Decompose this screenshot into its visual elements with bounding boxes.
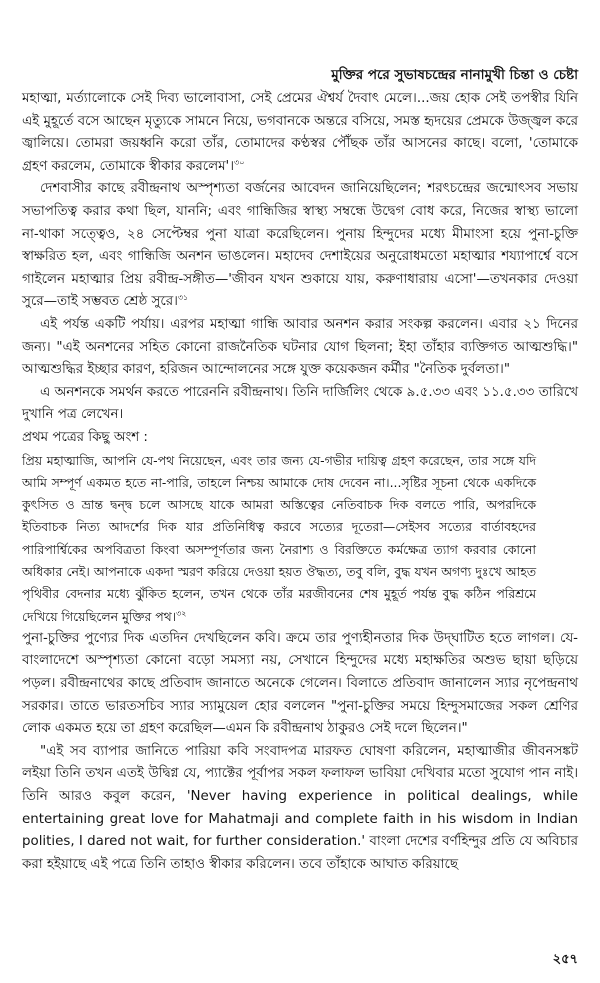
letter-subheading: প্রথম পত্রের কিছু অংশ : <box>22 429 148 445</box>
footnote-marker-30: ৩০ <box>234 157 245 167</box>
paragraph-3: এই পর্যন্ত একটি পর্যায়। এরপর মহাত্মা গান্ধি আবার অনশন করার সংকল্প করলেন। এবার ২১ দিনের জন্য। "এই অনশনের সহিত কোনো রাজনৈতিক ঘটনার যোগ ছিলনা; ইহা তাঁহার ব্যক্তিগত আত্মশুদ্ধি।" আত্মশুদ্ধির ইচ্ছার কারণ, হরিজন আন্দোলনের সঙ্গে যুক্ত কয়েকজন কর্মীর "নৈতিক দুর্বলতা।" <box>22 316 578 378</box>
paragraph-6: "এই সব ব্যাপার জানিতে পারিয়া কবি সংবাদপত্র মারফত ঘোষণা করিলেন, মহাত্মাজীর জীবনসঙ্কট লইয়া তিনি তখন এতই উদ্বিগ্ন যে, প্যাক্টের পূর্বাপর সকল ফলাফল ভাবিয়া দেখিবার মতো সুযোগ পান নাই। তিনি আরও কবুল করেন, 'Never having experience in political dealings, while entertaining great love for Mahatmaji and complete faith in his wisdom in Indian polities, I dared not wait, for further consideration.' বাংলা দেশের বর্ণহিন্দুর প্রতি যে অবিচার করা হইয়াছে এই পত্রে তিনি তাহাও স্বীকার করিলেন। তবে তাঁহাকে আঘাত করিয়াছে <box>22 743 579 872</box>
paragraph-4: এ অনশনকে সমর্থন করতে পারেননি রবীন্দ্রনাথ। তিনি দার্জিলিং থেকে ৯.৫.৩৩ এবং ১১.৫.৩৩ তারিখে দুখানি পত্র লেখেন। <box>22 384 578 423</box>
paragraph-1-text: মহাত্মা, মর্ত্যালোকে সেই দিব্য ভালোবাসা, সেই প্রেমের ঐশ্বর্য দৈবাৎ মেলে।...জয় হোক সেই তপস্বীর যিনি এই মুহূর্তে বসে আছেন মৃত্যুকে সামনে নিয়ে, ভগবানকে অন্তরে বসিয়ে, সমস্ত হৃদয়ের প্রেমকে উজ্জ্বল করে জ্বালিয়ে। তোমরা জয়ধ্বনি করো তাঁর, তোমাদের কণ্ঠস্বর পৌঁছক তাঁর আসনের কাছে। বলো, 'তোমাকে গ্রহণ করলেম, তোমাকে স্বীকার করলেম'। <box>22 91 578 174</box>
paragraph-2-text: দেশবাসীর কাছে রবীন্দ্রনাথ অস্পৃশ্যতা বর্জনের আবেদন জানিয়েছিলেন; শরৎচন্দ্রের জন্মোৎসব সভায় সভাপতিত্ব করার কথা ছিল, যাননি; এবং গান্ধিজির স্বাস্থ্য সম্বন্ধে উদ্বেগ বোধ করে, নিজের স্বাস্থ্য ভালো না-থাকা সত্ত্বেও, ২৪ সেপ্টেম্বর পুনা যাত্রা করেছিলেন। পুনায় হিন্দুদের মধ্যে মীমাংসা হয়ে পুনা-চুক্তি স্বাক্ষরিত হল, এবং গান্ধিজি অনশন ভাঙলেন। মহাদেব দেশাইয়ের অনুরোধমতো মহাত্মার শয্যাপার্শ্বে বসে গাইলেন মহাত্মার প্রিয় রবীন্দ্র-সঙ্গীত—'জীবন যখন শুকায়ে যায়, করুণাধারায় এসো'—তখনকার দেওয়া সুরে—তাই সম্ভবত শ্রেষ্ঠ সুরে। <box>22 181 578 310</box>
letter-quote-text: প্রিয় মহাত্মাজি, আপনি যে-পথ নিয়েছেন, এবং তার জন্য যে-গভীর দায়িত্ব গ্রহণ করেছেন, তার সঙ্গে যদি আমি সম্পূর্ণ একমত হতে না-পারি, তাহলে নিশ্চয় আমাকে দোষ দেবেন না।...সৃষ্টির সূচনা থেকে একদিকে কুৎসিত ও ভ্রান্ত দ্বন্দ্ব চলে আসছে যাকে আমরা অস্তিত্বের নেতিবাচক দিক বলতে পারি, অপরদিকে ইতিবাচক নিত্য আদর্শের দিক যার প্রতিনিধিত্ব করবে সত্যের দূতেরা—সেইসব সত্যের বার্তাবহদের পারিপার্শ্বিকের অপবিত্রতা কিংবা অসম্পূর্ণতার জন্য নৈরাশ্য ও বিরক্তিতে কর্মক্ষেত্র ত্যাগ করবার কোনো অধিকার নেই। আপনাকে একদা স্মরণ করিয়ে দেওয়া হয়ত ঔদ্ধত্য, তবু বলি, বুদ্ধ যখন অগণ্য দুঃখে আহত পৃথিবীর বেদনার মধ্যে ঝুঁকিত হলেন, তখন থেকে তাঁর মরজীবনের শেষ মুহূর্ত পর্যন্ত বুদ্ধ কঠিন পরিশ্রমে দেখিয়ে গিয়েছিলেন মুক্তির পথ। <box>22 452 536 624</box>
paragraph-2 <box>22 178 578 314</box>
paragraph-5: পুনা-চুক্তির পুণ্যের দিক এতদিন দেখছিলেন কবি। ক্রমে তার পুণ্যহীনতার দিক উদ্‌ঘাটিত হতে লাগল। যে-বাংলাদেশে অস্পৃশ্যতা কোনো বড়ো সমস্যা নয়, সেখানে হিন্দুদের মধ্যে মহাক্ষতির অশুভ ছায়া ছড়িয়ে পড়ল। রবীন্দ্রনাথের কাছে প্রতিবাদ জানাতে অনেকে গেলেন। বিলাতে প্রতিবাদ জানালেন স্যার নৃপেন্দ্রনাথ সরকার। তাতে ভারতসচিব স্যার স্যামুয়েল হোর বললেন "পুনা-চুক্তির সময়ে হিন্দুসমাজের সকল শ্রেণির লোক একমত হয়ে তা গ্রহণ করেছিল—এমন কি রবীন্দ্রনাথ ঠাকুরও সেই দলে ছিলেন।" <box>22 630 578 737</box>
footnote-marker-31: ৩১ <box>177 293 189 303</box>
running-header: মুক্তির পরে সুভাষচন্দ্রের নানামুখী চিন্তা ও চেষ্টা <box>331 67 578 83</box>
page-number: ২৫৭ <box>552 952 578 967</box>
letter-quote <box>22 450 536 628</box>
body-text <box>22 88 578 876</box>
footnote-marker-32: ৩২ <box>176 608 187 618</box>
paragraph-1 <box>22 88 578 178</box>
